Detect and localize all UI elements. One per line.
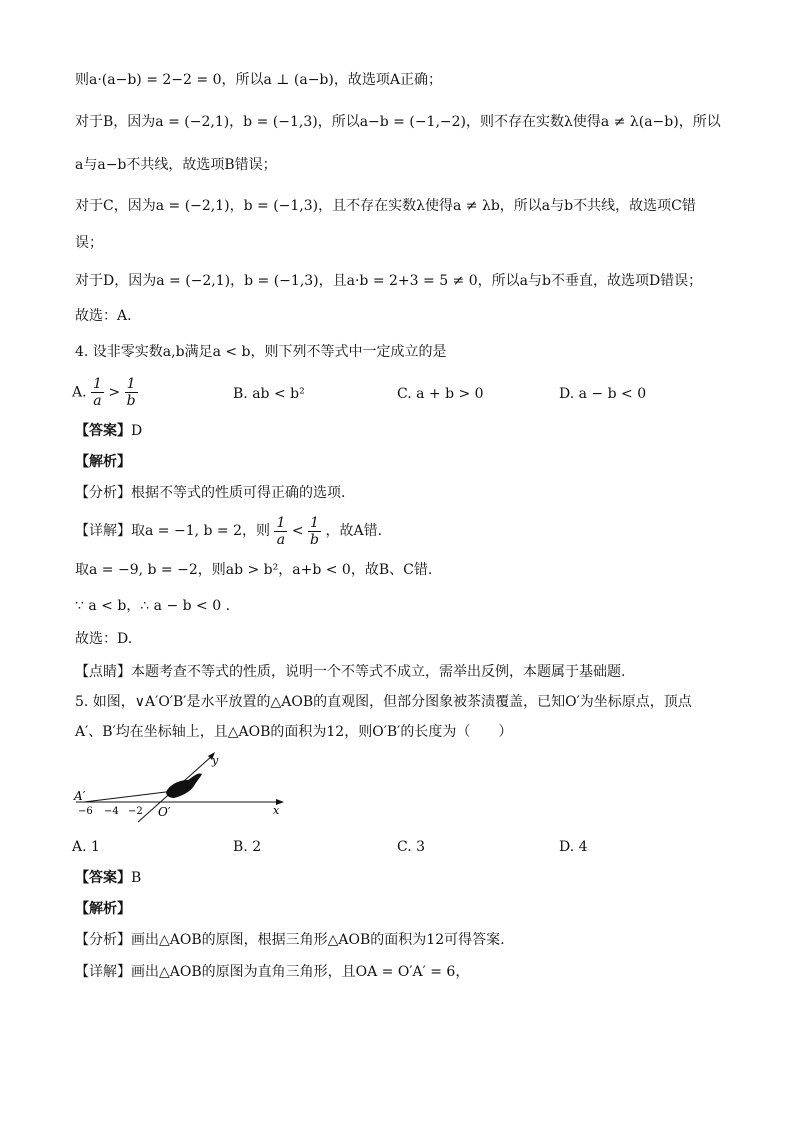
line-5: 误； <box>75 235 103 251</box>
q4-answer: 【答案】D <box>75 423 143 439</box>
tea-stain <box>166 773 202 798</box>
q5-answer: 【答案】B <box>75 870 142 886</box>
fraction: $\frac{1}{a}$ <box>93 376 102 409</box>
line-1: 则a·(a−b) = 2−2 = 0，所以a ⊥ (a−b)，故选项A正确； <box>75 72 442 88</box>
line-7: 故选：A. <box>75 308 132 324</box>
point-o-label: O′ <box>158 805 171 819</box>
q4-detail-3: ∵ a < b，∴ a − b < 0 . <box>75 598 231 614</box>
q4-detail-1: 【详解】取a = −1, b = 2，则 $\frac{1}{a}$ < $\frac{1}{b}$ ，故A错. <box>75 514 383 548</box>
q4-option-c: C. a + b > 0 <box>397 386 484 402</box>
q5-option-c: C. 3 <box>397 839 426 855</box>
q5-explain-label: 【解析】 <box>75 901 131 917</box>
point-a-label: A′ <box>74 789 86 803</box>
tick-label: −4 <box>104 806 119 817</box>
q4-option-b: B. ab < b² <box>233 386 305 402</box>
oblique-projection-figure <box>70 746 290 826</box>
line-2: 对于B，因为a = (−2,1)，b = (−1,3)，所以a−b = (−1,−2)，则不存在实数λ使得a ≠ λ(a−b)，所以 <box>75 114 721 130</box>
q4-choice: 故选：D. <box>75 631 133 647</box>
question-5-stem-1: 5. 如图，∨A′O′B′是水平放置的△AOB的直观图，但部分图象被茶渍覆盖，已知O′为坐标原点，顶点 <box>75 694 692 710</box>
q5-detail: 【详解】画出△AOB的原图为直角三角形，且OA = O′A′ = 6， <box>75 964 470 980</box>
line-3: a与a−b不共线，故选项B错误； <box>75 157 277 173</box>
y-axis-label: y <box>212 754 219 767</box>
tick-label: −2 <box>128 806 143 817</box>
fraction: $\frac{1}{b}$ <box>310 514 319 548</box>
question-4-stem: 4. 设非零实数a,b满足a < b，则下列不等式中一定成立的是 <box>75 344 447 360</box>
q4-explain-label: 【解析】 <box>75 454 131 470</box>
fraction: $\frac{1}{a}$ <box>276 514 286 548</box>
x-axis-label: x <box>273 804 280 817</box>
q4-comment: 【点睛】本题考查不等式的性质，说明一个不等式不成立，需举出反例，本题属于基础题. <box>75 664 626 680</box>
tick-label: −6 <box>78 806 93 817</box>
question-5-stem-2: A′、B′均在坐标轴上，且△AOB的面积为12，则O′B′的长度为（ ） <box>75 724 513 740</box>
fraction: $\frac{1}{b}$ <box>126 376 136 409</box>
q5-option-a: A. 1 <box>72 839 100 855</box>
q5-analysis: 【分析】画出△AOB的原图，根据三角形△AOB的面积为12可得答案. <box>75 932 505 948</box>
q4-option-d: D. a − b < 0 <box>559 386 647 402</box>
q4-detail-2: 取a = −9, b = −2，则ab > b²，a+b < 0，故B、C错. <box>75 562 433 578</box>
line-4: 对于C，因为a = (−2,1)，b = (−1,3)，且不存在实数λ使得a ≠ λb，所以a与b不共线，故选项C错 <box>75 198 696 214</box>
q4-option-a: A. $\frac{1}{a}$ > $\frac{1}{b}$ <box>72 376 136 409</box>
q5-option-b: B. 2 <box>233 839 262 855</box>
q4-analysis: 【分析】根据不等式的性质可得正确的选项. <box>75 485 346 501</box>
q5-option-d: D. 4 <box>559 839 588 855</box>
line-6: 对于D，因为a = (−2,1)，b = (−1,3)，且a·b = 2+3 = 5 ≠ 0，所以a与b不垂直，故选项D错误； <box>75 273 703 289</box>
